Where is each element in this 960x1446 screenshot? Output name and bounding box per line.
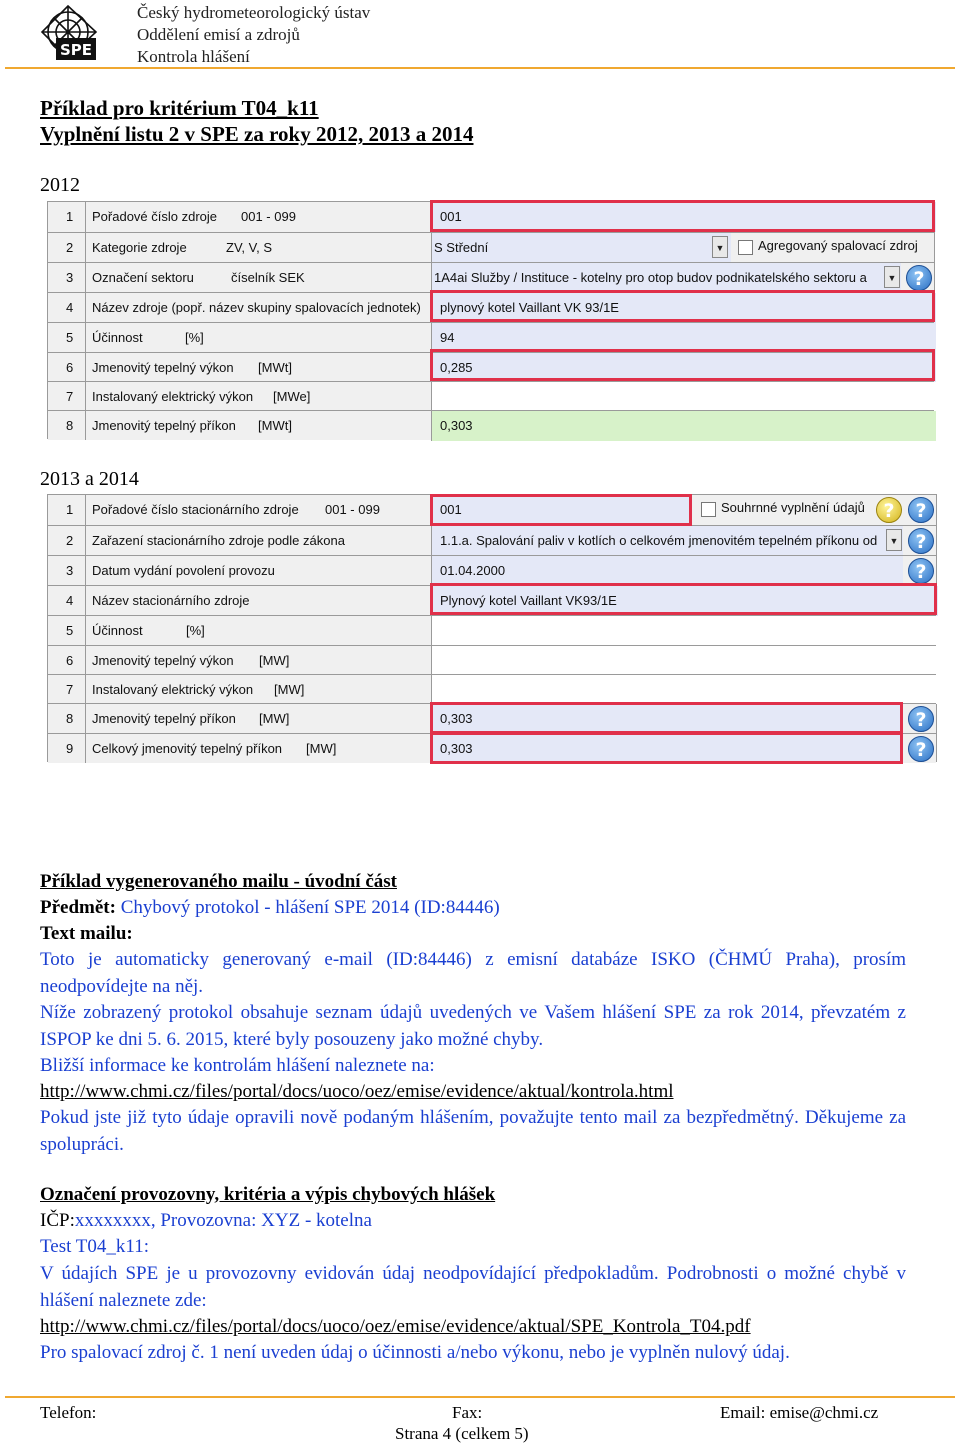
value-text: 0,303 (440, 741, 473, 756)
svg-text:SPE: SPE (59, 41, 93, 59)
mail-para-4: Pokud jste již tyto údaje opravili nově podaným hlášením, považujte tento mail za bezpředmětný. Děkujeme za spolupráci. (40, 1107, 906, 1155)
highlight-box (430, 494, 692, 526)
mail-para-3: Bližší informace ke kontrolám hlášení naleznete na: (40, 1055, 435, 1076)
value-text: 94 (440, 330, 455, 345)
help-icon[interactable]: ? (908, 528, 934, 554)
value-field[interactable] (431, 411, 936, 441)
row-label: Instalovaný elektrický výkon (92, 389, 254, 404)
help-icon[interactable]: ? (876, 497, 902, 523)
aggregate-label: Agregovaný spalovací zdroj (758, 238, 918, 253)
highlight-box (430, 702, 903, 734)
chmi-logo (38, 2, 100, 62)
page-title-line2: Vyplnění listu 2 v SPE za roky 2012, 2013 a 2014 (40, 122, 474, 146)
icp-line (40, 1208, 906, 1235)
row-unit: [MW] (259, 711, 290, 726)
value-text: 0,303 (440, 418, 473, 433)
row-number: 2 (66, 533, 74, 548)
row-number: 8 (66, 418, 74, 433)
highlight-box (430, 732, 903, 764)
icp-text: xxxxxxxx, Provozovna: XYZ - kotelna (74, 1210, 372, 1231)
row-number: 7 (66, 682, 74, 697)
t04-pdf-link[interactable]: http://www.chmi.cz/files/portal/docs/uoco/oez/emise/evidence/aktual/SPE_Kontrola_T04.pdf (40, 1316, 751, 1337)
kontrola-link[interactable]: http://www.chmi.cz/files/portal/docs/uoco/oez/emise/evidence/aktual/kontrola.html (40, 1081, 674, 1102)
row-label: Pořadové číslo zdroje (92, 209, 218, 224)
row-number: 1 (66, 209, 74, 224)
row-label: Název zdroje (popř. název skupiny spalovacích jednotek) (92, 300, 421, 315)
highlight-box (430, 349, 935, 381)
mail-subject (40, 895, 906, 922)
footer-phone: Telefon: (40, 1403, 97, 1422)
row-unit: [MWe] (273, 389, 311, 404)
chevron-down-icon[interactable]: ▼ (886, 529, 902, 551)
value-field[interactable] (431, 675, 938, 704)
row-number: 4 (66, 300, 74, 315)
value-text: 001 (440, 502, 462, 517)
row-unit: [MW] (259, 653, 290, 668)
help-icon[interactable]: ? (908, 497, 934, 523)
form-row (48, 525, 936, 555)
row-unit: [MW] (306, 741, 337, 756)
mail-para-1: Toto je automaticky generovaný e-mail (ID:84446) z emisní databáze ISKO (ČHMÚ Praha), prosím neodpovídejte na něj. (40, 949, 906, 997)
page-number: Strana 4 (celkem 5) (395, 1424, 529, 1443)
form-row (48, 262, 934, 292)
value-text: plynový kotel Vaillant VK 93/1E (440, 300, 619, 315)
row-number: 3 (66, 563, 74, 578)
row-label: Kategorie zdroje (92, 240, 187, 255)
header-org: Český hydrometeorologický ústav (137, 3, 371, 22)
classification-select[interactable] (431, 526, 903, 556)
form-row (48, 674, 936, 703)
sector-select[interactable] (431, 263, 901, 293)
row-unit: číselník SEK (231, 270, 305, 285)
row-label: Pořadové číslo stacionárního zdroje (92, 502, 299, 517)
year-2012-label: 2012 (40, 174, 80, 196)
header-dept: Oddělení emisí a zdrojů (137, 25, 300, 44)
help-icon[interactable]: ? (908, 706, 934, 732)
row-unit: 001 - 099 (241, 209, 296, 224)
row-unit: ZV, V, S (226, 240, 273, 255)
value-text: 0,285 (440, 360, 473, 375)
value-text: 0,303 (440, 711, 473, 726)
form-row (48, 645, 936, 674)
value-text: Plynový kotel Vaillant VK93/1E (440, 593, 617, 608)
aggregate-checkbox[interactable] (738, 240, 753, 255)
footer-email: Email: emise@chmi.cz (720, 1403, 879, 1422)
subject-text: Chybový protokol - hlášení SPE 2014 (ID:84446) (115, 897, 500, 918)
help-icon[interactable]: ? (908, 558, 934, 584)
subject-label: Předmět: (40, 897, 116, 918)
highlight-box (430, 290, 935, 322)
value-field[interactable] (431, 382, 936, 411)
value-text: S Střední (434, 240, 489, 255)
row-number: 9 (66, 741, 74, 756)
row-label: Celkový jmenovitý tepelný příkon (92, 741, 283, 756)
row-label: Účinnost (92, 330, 143, 345)
row-number: 6 (66, 360, 74, 375)
row-label: Jmenovitý tepelný příkon (92, 711, 236, 726)
form-row (48, 615, 936, 645)
row-unit: [MWt] (258, 360, 292, 375)
value-text: 01.04.2000 (440, 563, 506, 578)
highlight-box (430, 583, 937, 615)
summary-label: Souhrnné vyplnění údajů (721, 500, 865, 515)
value-text: 1.1.a. Spalování paliv v kotlích o celkovém jmenovitém tepelném příkonu od (440, 533, 878, 548)
row-number: 7 (66, 389, 74, 404)
chevron-down-icon[interactable]: ▼ (884, 266, 900, 288)
page-title-line1: Příklad pro kritérium T04_k11 (40, 96, 319, 120)
highlight-box (430, 200, 935, 232)
row-label: Zařazení stacionárního zdroje podle zákona (92, 533, 345, 548)
form-row (48, 555, 936, 585)
help-icon[interactable]: ? (908, 736, 934, 762)
row-number: 2 (66, 240, 74, 255)
row-number: 5 (66, 623, 74, 638)
row-unit: 001 - 099 (325, 502, 380, 517)
date-field[interactable] (431, 556, 903, 586)
row-label: Jmenovitý tepelný příkon (92, 418, 236, 433)
icp-label: IČP: (40, 1210, 75, 1231)
form-row (48, 410, 934, 440)
value-field[interactable] (431, 646, 938, 675)
errors-para-1: V údajích SPE je u provozovny evidován údaj neodpovídající předpokladům. Podrobnosti o možné chybě v hlášení naleznete zde: (40, 1263, 906, 1311)
year-2013-label: 2013 a 2014 (40, 468, 139, 490)
row-label: Datum vydání povolení provozu (92, 563, 275, 578)
row-number: 5 (66, 330, 74, 345)
category-select[interactable] (431, 233, 731, 263)
mail-para-2: Níže zobrazený protokol obsahuje seznam údajů uvedených ve Vašem hlášení SPE za rok 2014, převzatém z ISPOP ke dni 5. 6. 2015, které byly posouzeny jako možné chyby. (40, 1002, 906, 1050)
row-unit: [%] (186, 623, 205, 638)
value-text: 1A4ai Služby / Instituce - kotelny pro otop budov podnikatelského sektoru a (434, 270, 867, 285)
mail-body-label: Text mailu: (40, 923, 133, 944)
row-label: Instalovaný elektrický výkon (92, 682, 254, 697)
row-number: 6 (66, 653, 74, 668)
mail-heading: Příklad vygenerovaného mailu - úvodní část (40, 871, 397, 892)
row-unit: [%] (185, 330, 204, 345)
row-label: Jmenovitý tepelný výkon (92, 360, 234, 375)
errors-para-2: Pro spalovací zdroj č. 1 není uveden údaj o účinnosti a/nebo výkonu, nebo je vyplněn nulový údaj. (40, 1342, 790, 1363)
row-number: 1 (66, 502, 74, 517)
row-label: Účinnost (92, 623, 143, 638)
row-number: 4 (66, 593, 74, 608)
value-text: 001 (440, 209, 462, 224)
footer-fax: Fax: (452, 1403, 483, 1422)
value-field[interactable] (431, 616, 938, 646)
row-unit: [MWt] (258, 418, 292, 433)
form-row (48, 322, 934, 352)
header-rule (5, 67, 955, 69)
chevron-down-icon[interactable]: ▼ (712, 236, 728, 258)
errors-heading: Označení provozovny, kritéria a výpis chybových hlášek (40, 1184, 496, 1205)
form-row (48, 381, 934, 410)
help-icon[interactable]: ? (906, 265, 932, 291)
header-doc: Kontrola hlášení (137, 47, 250, 66)
footer-rule (5, 1396, 955, 1398)
row-label: Jmenovitý tepelný výkon (92, 653, 234, 668)
row-number: 8 (66, 711, 74, 726)
row-number: 3 (66, 270, 74, 285)
row-label: Označení sektoru (92, 270, 194, 285)
summary-checkbox[interactable] (701, 502, 716, 517)
row-label: Název stacionárního zdroje (92, 593, 250, 608)
form-row (48, 232, 934, 262)
row-unit: [MW] (274, 682, 305, 697)
test-id: Test T04_k11: (40, 1236, 149, 1257)
